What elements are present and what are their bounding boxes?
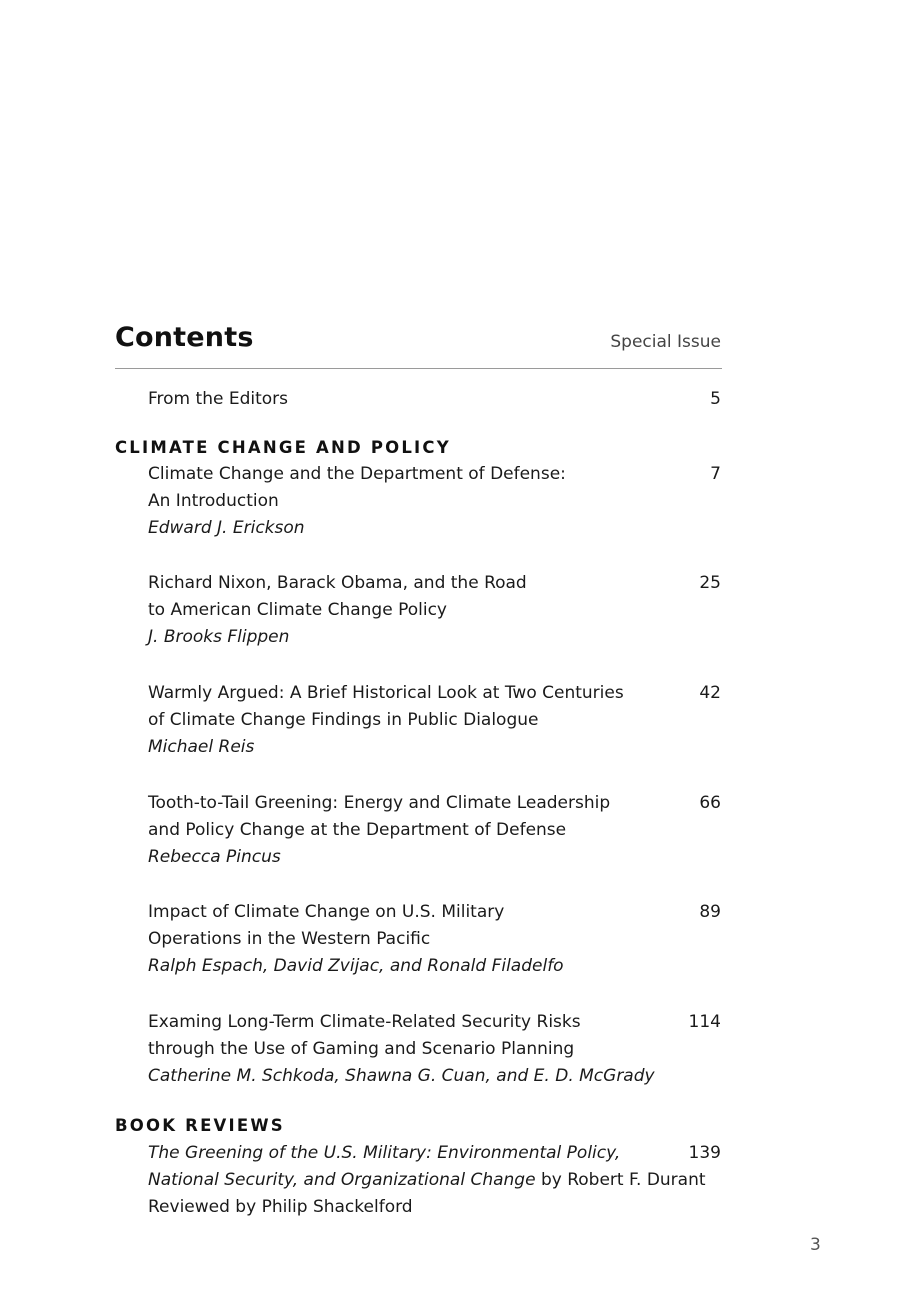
page-number: 3 [810,1235,821,1255]
entry-title-line: of Climate Change Findings in Public Dialogue [148,710,539,730]
front-matter-title[interactable]: From the Editors [148,389,288,409]
section-heading-climate: CLIMATE CHANGE AND POLICY [115,438,451,457]
entry-author: Rebecca Pincus [148,847,281,867]
entry-author: Edward J. Erickson [148,518,305,538]
review-book-title-line: The Greening of the U.S. Military: Environmental Policy, [148,1143,621,1163]
entry-page: 139 [688,1143,721,1163]
entry-author: J. Brooks Flippen [148,627,290,647]
entry-title-line: Tooth-to-Tail Greening: Energy and Climate Leadership [148,793,611,813]
entry-page: 7 [710,464,721,484]
review-book-title-line [148,1167,706,1194]
entry-page: 25 [699,573,721,593]
entry-author: Michael Reis [148,737,255,757]
entry-title-line: Operations in the Western Pacific [148,929,431,949]
entry-title-line: Examing Long-Term Climate-Related Security Risks [148,1012,581,1032]
review-book-author: by Robert F. Durant [535,1170,706,1190]
entry-page: 114 [688,1012,721,1032]
reviewer: Reviewed by Philip Shackelford [148,1197,413,1217]
entry-author: Ralph Espach, David Zvijac, and Ronald Filadelfo [148,956,564,976]
entry-title-line: An Introduction [148,491,279,511]
review-book-title: National Security, and Organizational Change [148,1170,536,1190]
issue-label: Special Issue [610,332,721,352]
entry-title-line: to American Climate Change Policy [148,600,447,620]
section-heading-book-reviews: BOOK REVIEWS [115,1116,285,1135]
entry-title-line: Warmly Argued: A Brief Historical Look at Two Centuries [148,683,624,703]
entry-title-line: Richard Nixon, Barack Obama, and the Road [148,573,527,593]
entry-author: Catherine M. Schkoda, Shawna G. Cuan, and E. D. McGrady [148,1066,655,1086]
entry-title-line: through the Use of Gaming and Scenario Planning [148,1039,575,1059]
entry-title-line: Climate Change and the Department of Defense: [148,464,566,484]
entry-page: 89 [699,902,721,922]
contents-header [115,322,722,369]
entry-page: 66 [699,793,721,813]
front-matter-page: 5 [710,389,721,409]
entry-title-line: Impact of Climate Change on U.S. Military [148,902,505,922]
entry-title-line: and Policy Change at the Department of Defense [148,820,567,840]
entry-page: 42 [699,683,721,703]
page-title: Contents [115,322,254,353]
